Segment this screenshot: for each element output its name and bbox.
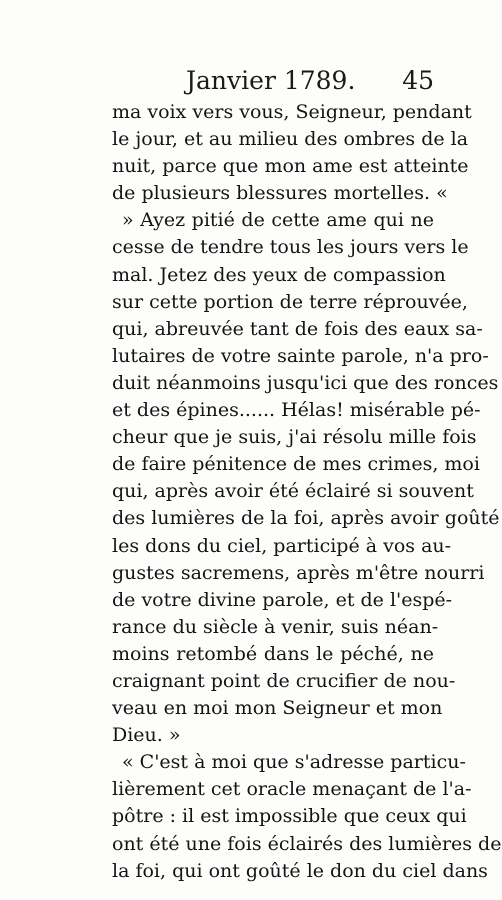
text-line: les dons du ciel, participé à vos au- (112, 534, 452, 557)
text-line: mal. Jetez des yeux de compassion (112, 263, 446, 286)
text-line: veau en moi mon Seigneur et mon (112, 697, 443, 720)
text-line: et des épines...... Hélas! misérable pé- (112, 399, 481, 422)
text-line: des lumières de la foi, après avoir goûté (112, 507, 500, 530)
text-line: la foi, qui ont goûté le don du ciel dans (112, 859, 488, 882)
text-line: ma voix vers vous, Seigneur, pendant (112, 101, 472, 123)
text-line: qui, après avoir été éclairé si souvent (112, 480, 474, 503)
text-line: le jour, et au milieu des ombres de la (112, 128, 469, 151)
text-line: de plusieurs blessures mortelles. « (112, 182, 448, 205)
page-header (112, 66, 432, 100)
running-title: Janvier 1789. (186, 66, 356, 95)
text-line: rance du siècle à venir, suis néan- (112, 615, 439, 638)
text-line: cesse de tendre tous les jours vers le (112, 236, 469, 259)
text-line: lutaires de votre sainte parole, n'a pro- (112, 344, 489, 367)
text-line: » Ayez pitié de cette ame qui ne (122, 209, 434, 232)
text-line: Dieu. » (112, 724, 181, 747)
text-line: gustes sacremens, après m'être nourri (112, 561, 485, 584)
text-line: pôtre : il est impossible que ceux qui (112, 805, 467, 828)
text-line: cheur que je suis, j'ai résolu mille fois (112, 426, 477, 449)
text-line: sur cette portion de terre réprouvée, (112, 290, 468, 313)
text-line: « C'est à moi que s'adresse particu- (122, 751, 466, 774)
text-line: de votre divine parole, et de l'espé- (112, 588, 453, 611)
text-line: ont été une fois éclairés des lumières de (112, 832, 502, 855)
text-line: moins retombé dans le péché, ne (112, 642, 434, 665)
text-line: nuit, parce que mon ame est atteinte (112, 155, 469, 178)
text-line: de faire pénitence de mes crimes, moi (112, 453, 480, 476)
text-line: craignant point de crucifier de nou- (112, 669, 456, 692)
body-text (112, 99, 502, 885)
text-line: qui, abreuvée tant de fois des eaux sa- (112, 317, 483, 340)
text-line: lièrement cet oracle menaçant de l'a- (112, 778, 472, 801)
text-line: duit néanmoins jusqu'ici que des ronces (112, 371, 499, 394)
page-number: 45 (402, 66, 434, 95)
